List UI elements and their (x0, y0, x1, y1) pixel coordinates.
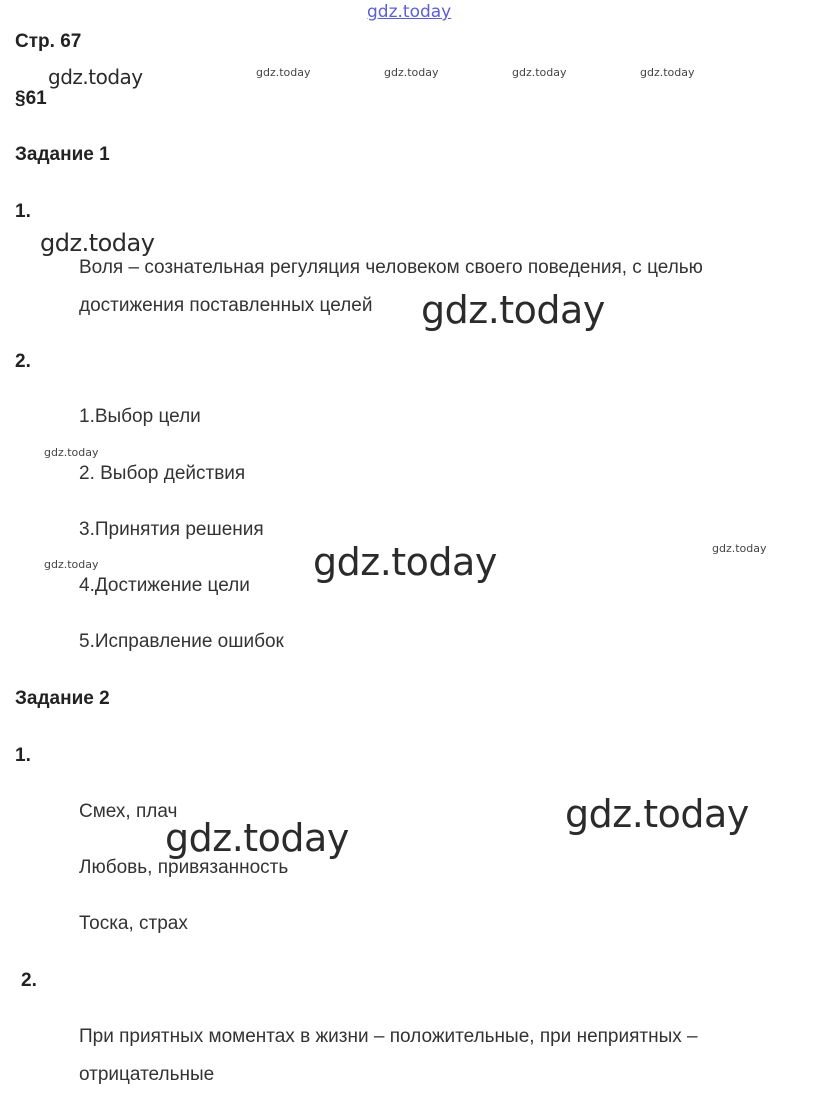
watermark: gdz.today (384, 66, 439, 79)
watermark: gdz.today (512, 66, 567, 79)
watermark: gdz.today (48, 65, 143, 89)
list-item: Любовь, привязанность (79, 857, 289, 878)
watermark-top: gdz.today (367, 2, 452, 22)
list-item: 2. Выбор действия (79, 463, 246, 484)
list-item: Смех, плач (79, 801, 178, 822)
answer-line: При приятных моментах в жизни – положительные, при неприятных – (79, 1026, 698, 1047)
list-item: 3.Принятия решения (79, 519, 264, 540)
watermark: gdz.today (40, 229, 155, 257)
question-number: 2. (21, 970, 37, 991)
question-number: 1. (15, 201, 31, 222)
list-item: 1.Выбор цели (79, 406, 201, 427)
answer-line: отрицательные (79, 1064, 215, 1085)
watermark: gdz.today (256, 66, 311, 79)
section-number: §61 (15, 88, 47, 109)
answer-line: Воля – сознательная регуляция человеком своего поведения, с целью (79, 257, 703, 278)
list-item: 5.Исправление ошибок (79, 631, 284, 652)
watermark: gdz.today (640, 66, 695, 79)
list-item: Тоска, страх (79, 913, 188, 934)
task-title: Задание 1 (15, 144, 110, 165)
watermark: gdz.today (313, 540, 497, 584)
page-label: Стр. 67 (15, 31, 82, 52)
watermark: gdz.today (165, 816, 349, 860)
watermark: gdz.today (565, 792, 749, 836)
task-title: Задание 2 (15, 688, 110, 709)
watermark: gdz.today (421, 288, 605, 332)
question-number: 1. (15, 745, 31, 766)
watermark: gdz.today (712, 542, 767, 555)
list-item: 4.Достижение цели (79, 575, 250, 596)
watermark: gdz.today (44, 446, 99, 459)
answer-line: достижения поставленных целей (79, 295, 373, 316)
watermark: gdz.today (44, 558, 99, 571)
question-number: 2. (15, 351, 31, 372)
